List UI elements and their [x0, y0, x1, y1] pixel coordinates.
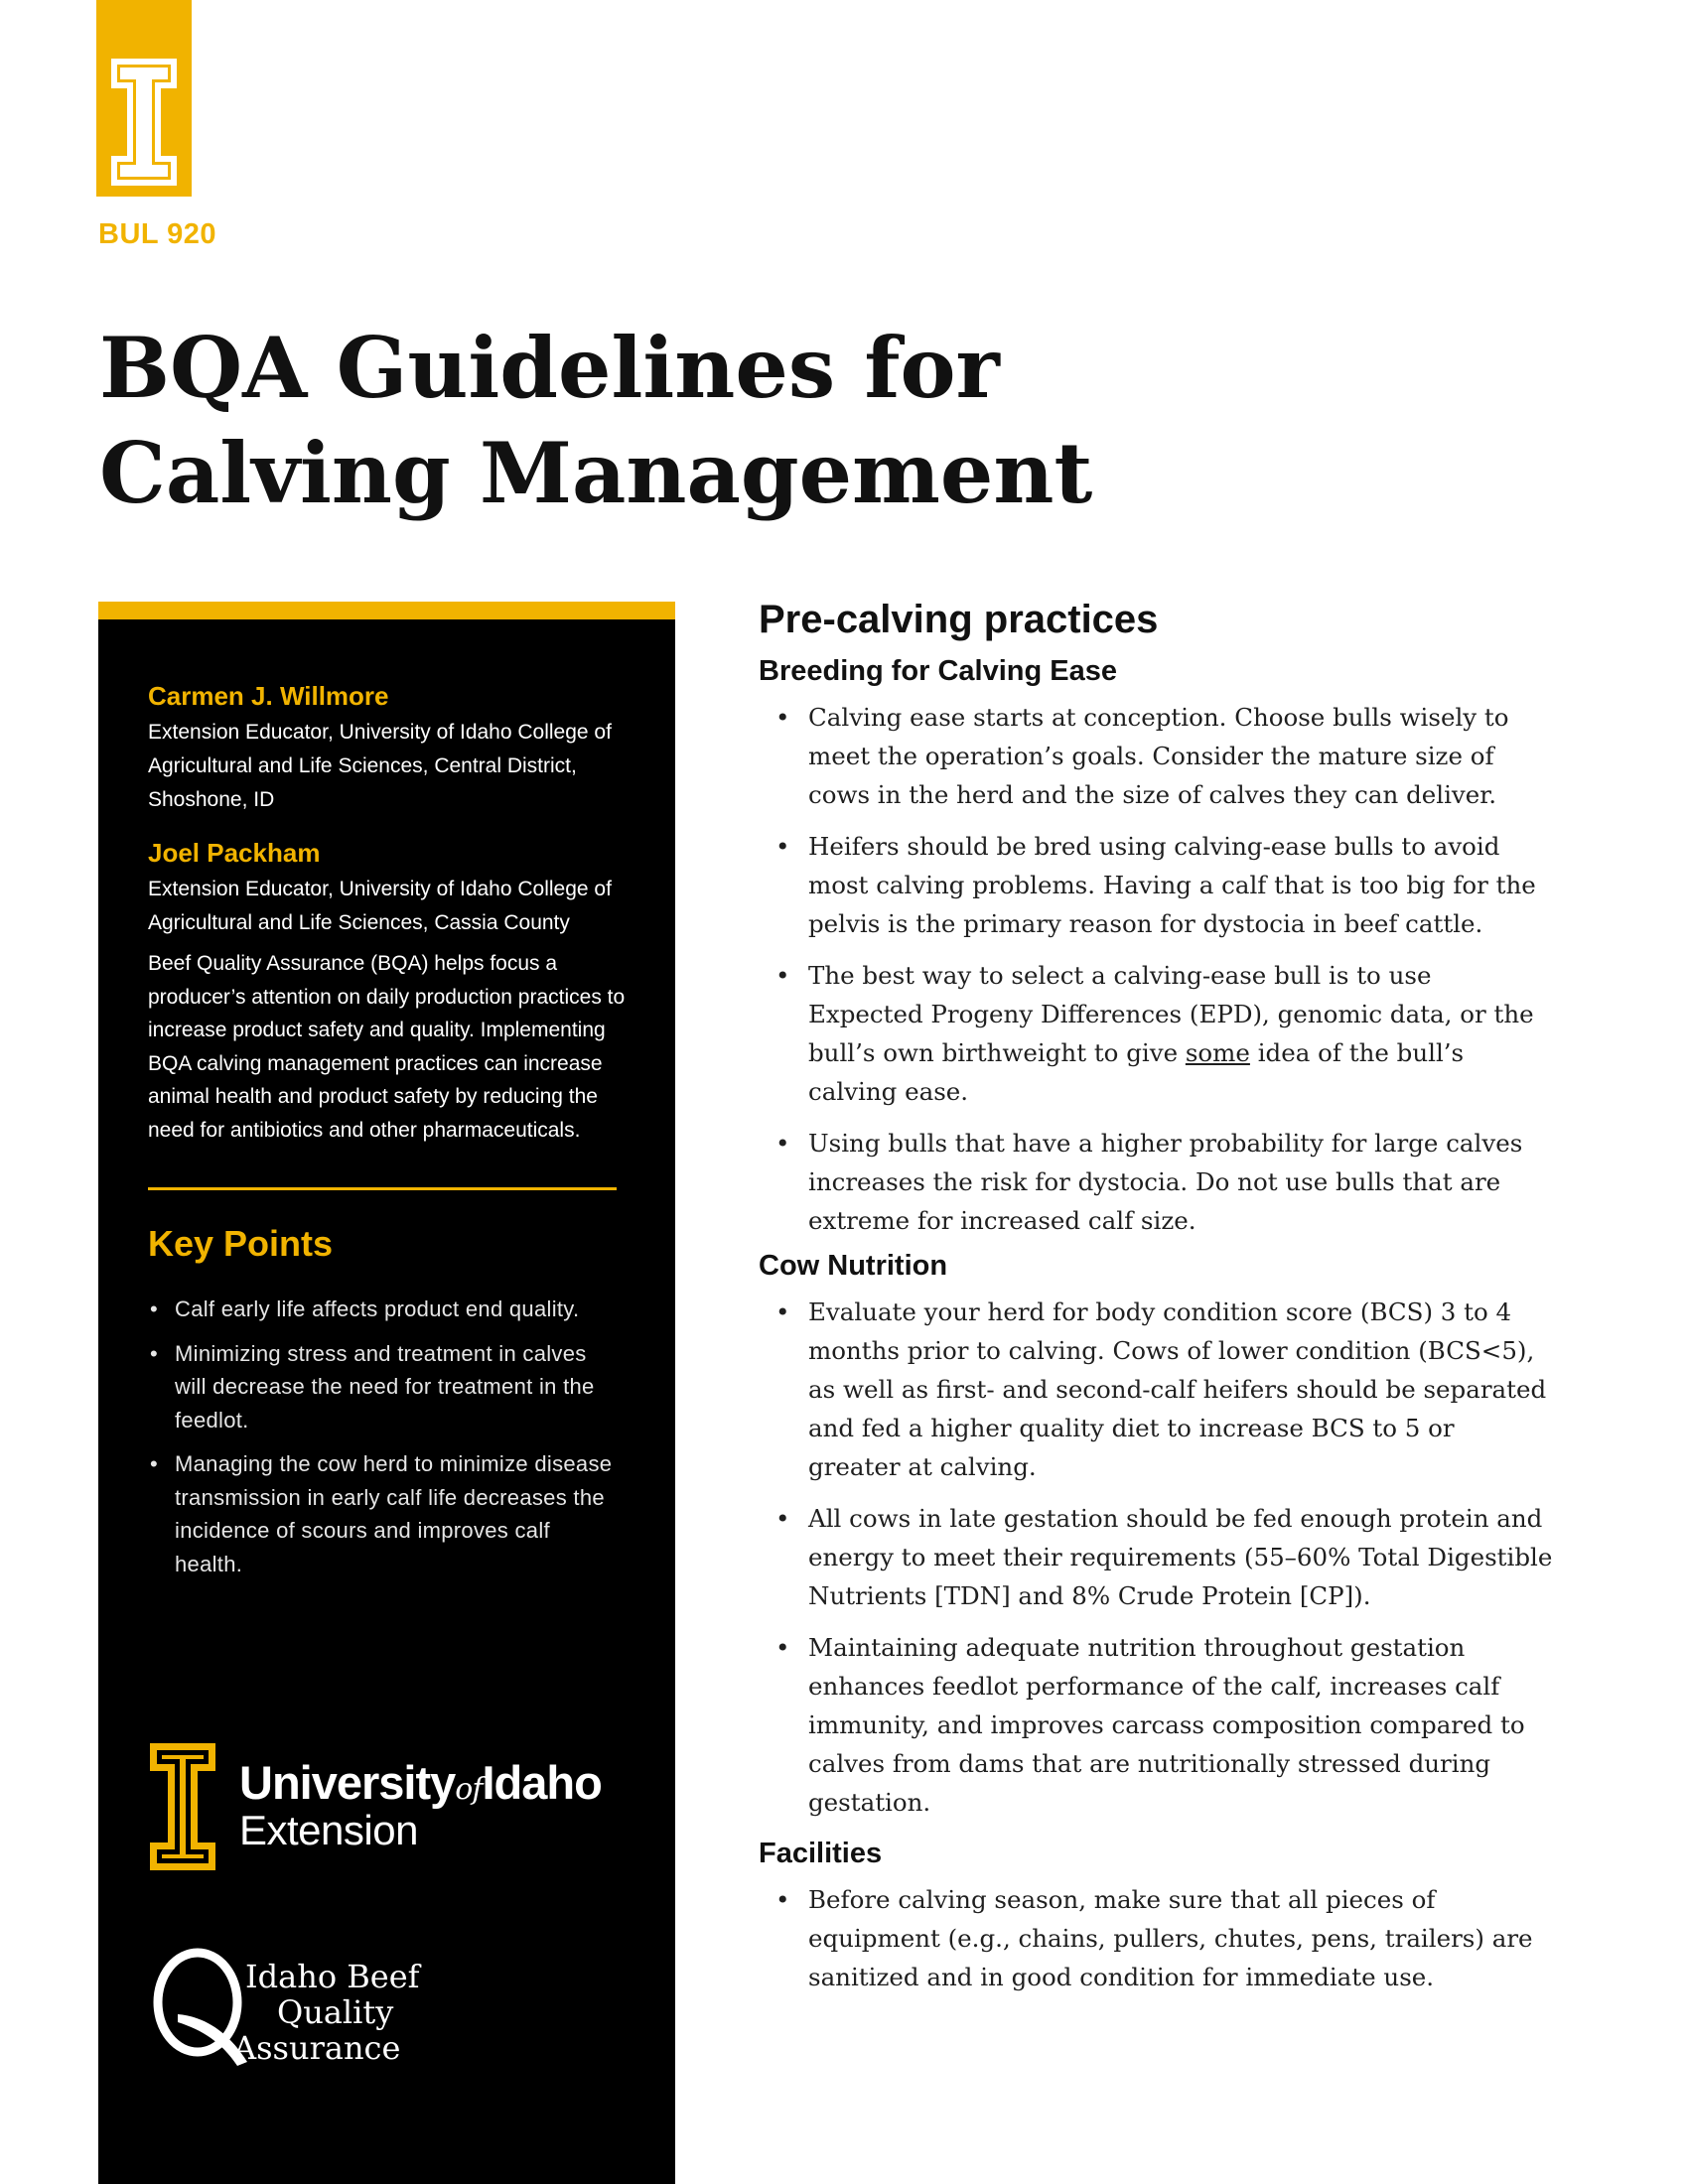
breeding-list: [759, 698, 1553, 1253]
university-i-icon: [148, 1741, 217, 1872]
idaho-beef-quality-assurance-logo: [148, 1945, 446, 2084]
author-affiliation: Extension Educator, University of Idaho College of Agricultural and Life Sciences, Central District, Shoshone, ID: [148, 721, 612, 811]
facilities-list: [759, 1880, 1553, 2009]
list-item: • Heifers should be bred using calving-ease bulls to avoid most calving problems. Having a calf that is too big for the pelvis is the primary reason for dystocia in beef cattle.: [759, 827, 1553, 943]
bulletin-number: BUL 920: [98, 218, 217, 250]
header-tab: [96, 0, 192, 197]
list-item: • Evaluate your herd for body condition score (BCS) 3 to 4 months prior to calving. Cows of lower condition (BCS<5), as well as first- and second-calf heifers should be separated and fed a higher quality diet to increase BCS to 5 or greater at calving.: [759, 1293, 1553, 1486]
intro-paragraph: Beef Quality Assurance (BQA) helps focus a producer’s attention on daily production practices to increase product safety and quality. Implementing BQA calving management practices can increase animal health and product safety by reducing the need for antibiotics and other pharmaceuticals.: [148, 952, 626, 1142]
page-title: [99, 316, 1192, 526]
list-item: • Before calving season, make sure that all pieces of equipment (e.g., chains, pullers, chutes, pens, trailers) are sanitized and in good condition for immediate use.: [759, 1880, 1553, 1996]
list-item: • Minimizing stress and treatment in calves will decrease the need for treatment in the feedlot.: [148, 1337, 615, 1437]
key-points-title: Key Points: [148, 1223, 334, 1264]
nutrition-list: [759, 1293, 1553, 1835]
list-item: • The best way to select a calving-ease bull is to use Expected Progeny Differences (EPD), genomic data, or the bull’s own birthweight to give some idea of the bull’s calving ease.: [759, 956, 1553, 1111]
subsection-title: Facilities: [759, 1838, 883, 1869]
list-item: • All cows in late gestation should be fed enough protein and energy to meet their requirements (55–60% Total Digestible Nutrients [TDN] and 8% Crude Protein [CP]).: [759, 1499, 1553, 1615]
university-of-idaho-extension-logo: [148, 1741, 625, 1880]
ui-logo-extension: Extension: [239, 1807, 418, 1853]
sidebar: [98, 602, 675, 2184]
subsection-title: Breeding for Calving Ease: [759, 655, 1117, 687]
ui-logo-name: UniversityofIdaho: [239, 1756, 602, 1809]
list-item: • Maintaining adequate nutrition throughout gestation enhances feedlot performance of the calf, increases calf immunity, and improves carcass composition compared to calves from dams that are nutritionally stressed during gestation.: [759, 1628, 1553, 1822]
key-points-list: [148, 1293, 615, 1591]
list-item: • Calving ease starts at conception. Choose bulls wisely to meet the operation’s goals. Consider the mature size of cows in the herd and the size of calves they can deliver.: [759, 698, 1553, 814]
subsection-title: Cow Nutrition: [759, 1250, 948, 1282]
author-2: [148, 838, 644, 940]
list-item: • Managing the cow herd to minimize disease transmission in early calf life decreases the incidence of scours and improves calf health.: [148, 1447, 615, 1580]
university-i-icon: [110, 58, 178, 187]
author-name: Joel Packham: [148, 838, 321, 868]
section-heading: Pre-calving practices: [759, 598, 1159, 641]
list-item: • Calf early life affects product end quality.: [148, 1293, 615, 1326]
list-item: • Using bulls that have a higher probability for large calves increases the risk for dystocia. Do not use bulls that are extreme for increased calf size.: [759, 1124, 1553, 1240]
divider: [148, 1187, 617, 1190]
title-line-2: Calving Management: [99, 424, 1093, 522]
bqa-logo-text: Idaho Beef Quality Assurance: [233, 1958, 420, 2067]
author-1: [148, 681, 644, 817]
author-affiliation: Extension Educator, University of Idaho College of Agricultural and Life Sciences, Cassia County: [148, 878, 612, 934]
title-line-1: BQA Guidelines for: [99, 319, 1000, 417]
author-name: Carmen J. Willmore: [148, 681, 389, 711]
